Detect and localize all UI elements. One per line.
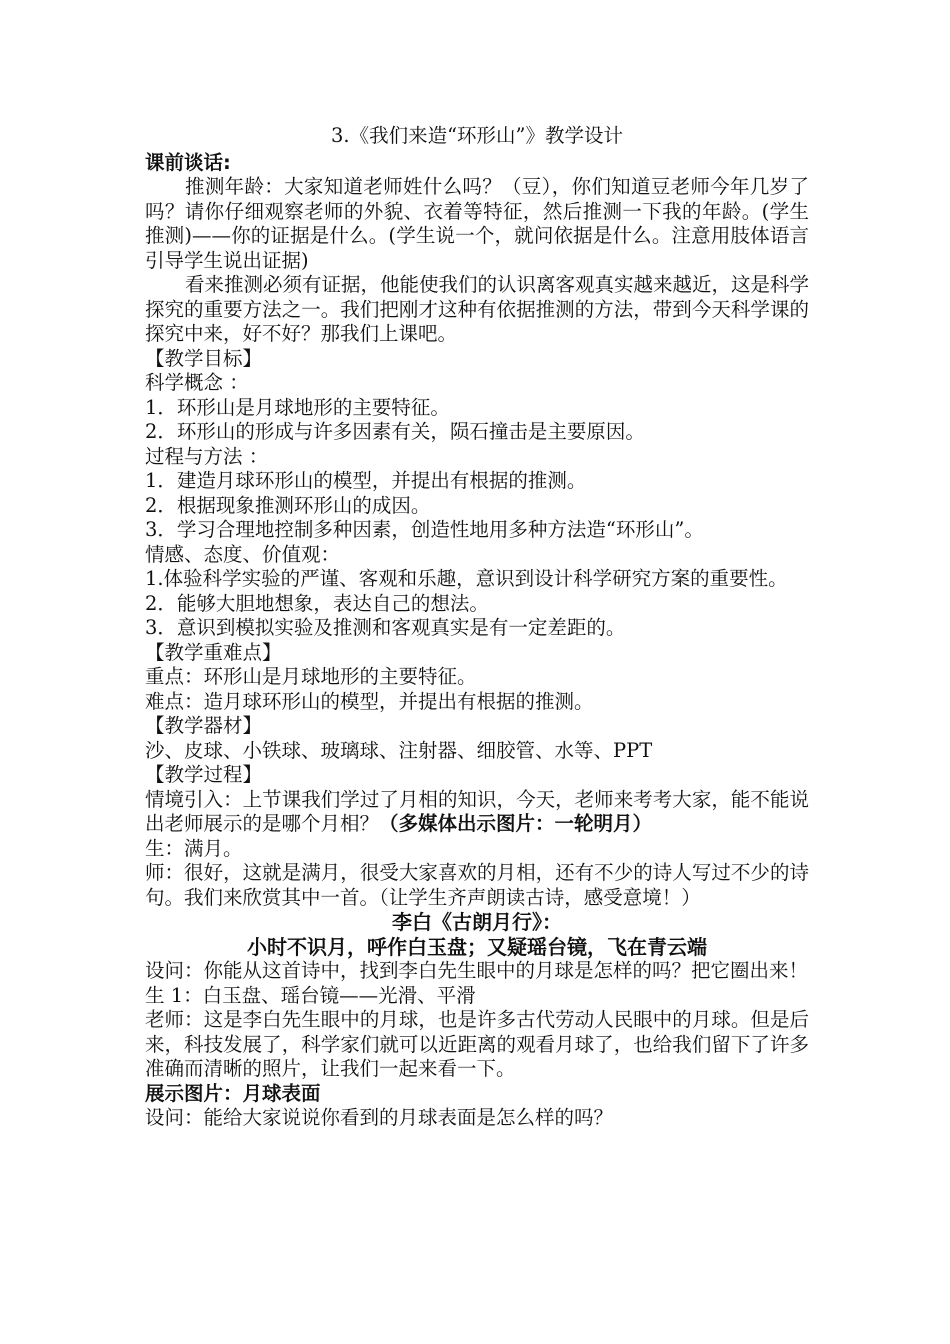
student-answer-2: 生 1：白玉盘、瑶台镜——光滑、平滑 [145,983,476,1007]
method-item-1: 1．建造月球环形山的模型，并提出有根据的推测。 [145,469,587,492]
emotion-item-2: 2．能够大胆地想象，表达自己的想法。 [145,591,489,615]
teacher-remark-2: 老师：这是李白先生眼中的月球，也是许多古代劳动人民眼中的月球。但是后来，科技发展了，科学家们就可以近距离的观看月球了，也给我们留下了许多准确而清晰的照片，让我们一起来看一下。 [145,1008,809,1080]
show-picture-note: 展示图片：月球表面 [145,1081,321,1105]
student-answer-1: 生：满月。 [145,836,243,860]
intro-paragraph [145,788,809,837]
poem-title: 李白《古朗月行》： [392,910,562,934]
hard-point: 难点：造月球环形山的模型，并提出有根据的推测。 [145,689,594,713]
method-label: 过程与方法 ： [145,444,269,468]
method-item-2: 2．根据现象推测环形山的成因。 [145,493,431,517]
teacher-remark-1: 师：很好，这就是满月，很受大家喜欢的月相，还有不少的诗人写过不少的诗句。我们来欣赏其中一首。（让学生齐声朗读古诗，感受意境！） [145,861,809,909]
concept-item-1: 1．环形山是月球地形的主要特征。 [145,395,450,419]
intro-text: 情境引入：上节课我们学过了月相的知识，今天，老师来考考大家，能不能说出老师展示的是哪个月相？ [145,787,809,835]
process-heading: 【教学过程】 [145,763,263,786]
pre-talk-paragraph-1: 推测年龄：大家知道老师姓什么吗？（豆），你们知道豆老师今年几岁了吗？请你仔细观察老师的外貌、衣着等特征，然后推测一下我的年龄。(学生推测)——你的证据是什么。(学生说一个，就问依据是什么。注意用肢体语言引导学生说出证据) [145,175,809,272]
key-point: 重点：环形山是月球地形的主要特征。 [145,665,477,688]
question-1: 设问：你能从这首诗中，找到李白先生眼中的月球是怎样的吗？把它圈出来！ [145,959,809,982]
goals-heading: 【教学目标】 [145,346,263,370]
intro-media-note: （多媒体出示图片：一轮明月） [379,812,653,835]
pre-talk-paragraph-2: 看来推测必须有证据，他能使我们的认识离客观真实越来越近，这是科学探究的重要方法之一。我们把刚才这种有依据推测的方法，带到今天科学课的探究中来，好不好？那我们上课吧。 [145,273,810,345]
question-2: 设问：能给大家说说你看到的月球表面是怎么样的吗？ [145,1106,614,1129]
key-points-heading: 【教学重难点】 [145,640,282,664]
poem-line: 小时不识月，呼作白玉盘；又疑瑶台镜，飞在青云端 [247,934,707,959]
emotion-item-3: 3．意识到模拟实验及推测和客观真实是有一定差距的。 [145,616,626,639]
method-item-3: 3．学习合理地控制多种因素，创造性地用多种方法造“环形山”。 [145,518,704,541]
pre-talk-heading: 课前谈话: [145,150,231,174]
concept-label: 科学概念 ： [145,371,249,394]
emotion-label: 情感、态度、价值观： [145,542,341,566]
emotion-item-1: 1.体验科学实验的严谨、客观和乐趣，意识到设计科学研究方案的重要性。 [145,567,788,590]
equipment-heading: 【教学器材】 [145,714,263,737]
document-page [145,124,809,1131]
concept-item-2: 2．环形山的形成与许多因素有关，陨石撞击是主要原因。 [145,420,645,443]
equipment-list: 沙、皮球、小铁球、玻璃球、注射器、细胶管、水等、PPT [145,738,653,762]
document-title: 3.《我们来造“环形山”》教学设计 [330,124,624,147]
